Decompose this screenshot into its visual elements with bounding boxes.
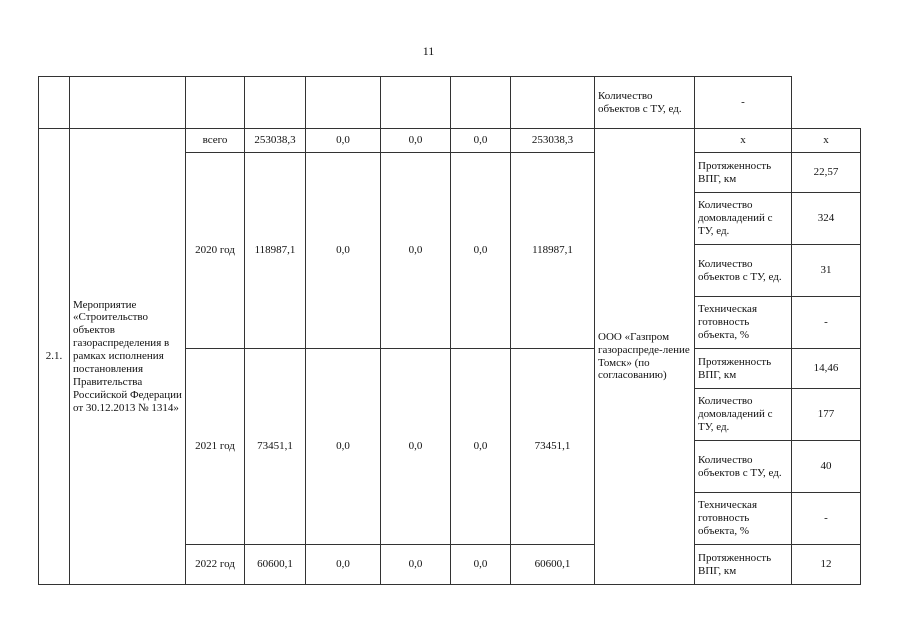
indicator-value: - bbox=[792, 297, 861, 349]
program-table bbox=[38, 76, 861, 585]
period-label: 2020 год bbox=[186, 153, 245, 349]
empty-cell bbox=[70, 77, 186, 129]
indicator-name: Протяженность ВПГ, км bbox=[695, 349, 792, 389]
empty-cell bbox=[381, 77, 451, 129]
empty-cell bbox=[451, 77, 511, 129]
section-number: 2.1. bbox=[39, 129, 70, 585]
indicator-value: 31 bbox=[792, 245, 861, 297]
indicator-value: 22,57 bbox=[792, 153, 861, 193]
indicator-name: Количество объектов с ТУ, ед. bbox=[595, 77, 695, 129]
funding-3: 0,0 bbox=[451, 349, 511, 545]
indicator-value: 40 bbox=[792, 441, 861, 493]
empty-cell bbox=[39, 77, 70, 129]
funding-1: 0,0 bbox=[306, 129, 381, 153]
indicator-value: 324 bbox=[792, 193, 861, 245]
indicator-name: Протяженность ВПГ, км bbox=[695, 153, 792, 193]
funding-3: 0,0 bbox=[451, 129, 511, 153]
empty-cell bbox=[511, 77, 595, 129]
indicator-name: Техническая готовность объекта, % bbox=[695, 297, 792, 349]
executor: ООО «Газпром газораспреде-ление Томск» (по согласованию) bbox=[595, 129, 695, 585]
continuation-row bbox=[39, 77, 861, 129]
funding-2: 0,0 bbox=[381, 545, 451, 585]
indicator-value: 14,46 bbox=[792, 349, 861, 389]
indicator-name: Количество объектов с ТУ, ед. bbox=[695, 245, 792, 297]
funding-1: 0,0 bbox=[306, 545, 381, 585]
indicator-name: Количество домовладений с ТУ, ед. bbox=[695, 389, 792, 441]
funding-2: 0,0 bbox=[381, 129, 451, 153]
indicator-value: - bbox=[695, 77, 792, 129]
empty-cell bbox=[245, 77, 306, 129]
amount-total: 118987,1 bbox=[245, 153, 306, 349]
funding-1: 0,0 bbox=[306, 153, 381, 349]
funding-2: 0,0 bbox=[381, 349, 451, 545]
indicator-name: х bbox=[695, 129, 792, 153]
indicator-value: 177 bbox=[792, 389, 861, 441]
funding-4: 118987,1 bbox=[511, 153, 595, 349]
funding-4: 60600,1 bbox=[511, 545, 595, 585]
empty-cell bbox=[306, 77, 381, 129]
indicator-name: Техническая готовность объекта, % bbox=[695, 493, 792, 545]
indicator-name: Протяженность ВПГ, км bbox=[695, 545, 792, 585]
funding-3: 0,0 bbox=[451, 545, 511, 585]
funding-4: 73451,1 bbox=[511, 349, 595, 545]
amount-total: 253038,3 bbox=[245, 129, 306, 153]
period-label: 2021 год bbox=[186, 349, 245, 545]
indicator-value: 12 bbox=[792, 545, 861, 585]
activity-name: Мероприятие «Строительство объектов газораспределения в рамках исполнения постановления Правительства Российской Федерации от 30.12.2013 № 1314» bbox=[70, 129, 186, 585]
funding-4: 253038,3 bbox=[511, 129, 595, 153]
empty-cell bbox=[186, 77, 245, 129]
period-label: 2022 год bbox=[186, 545, 245, 585]
indicator-value: х bbox=[792, 129, 861, 153]
period-label: всего bbox=[186, 129, 245, 153]
amount-total: 60600,1 bbox=[245, 545, 306, 585]
indicator-value: - bbox=[792, 493, 861, 545]
funding-3: 0,0 bbox=[451, 153, 511, 349]
funding-2: 0,0 bbox=[381, 153, 451, 349]
total-row bbox=[39, 129, 861, 153]
indicator-name: Количество объектов с ТУ, ед. bbox=[695, 441, 792, 493]
funding-1: 0,0 bbox=[306, 349, 381, 545]
indicator-name: Количество домовладений с ТУ, ед. bbox=[695, 193, 792, 245]
amount-total: 73451,1 bbox=[245, 349, 306, 545]
page-number: 11 bbox=[422, 44, 435, 58]
